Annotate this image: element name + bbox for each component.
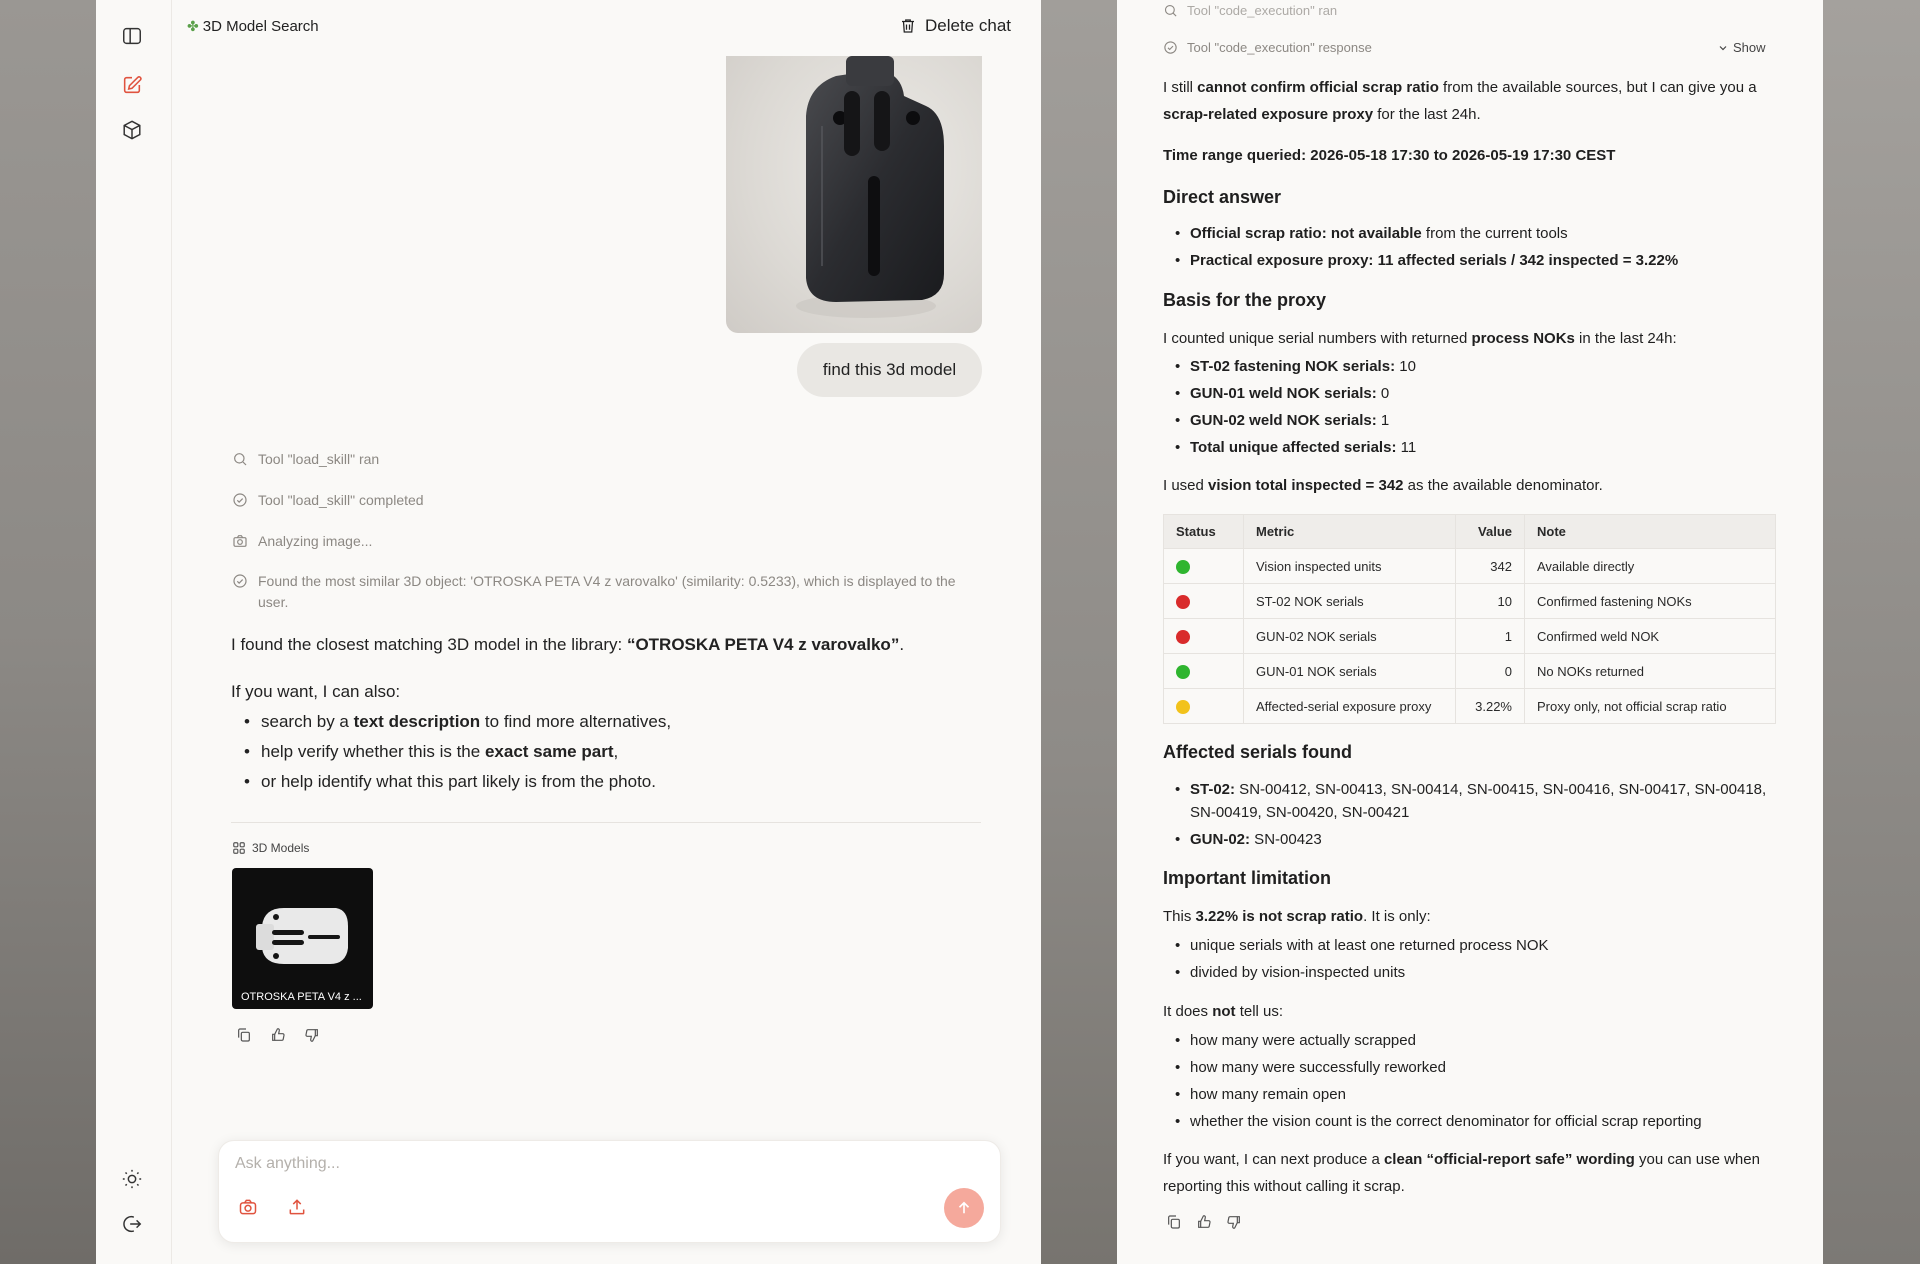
column-header: Note — [1525, 515, 1776, 549]
thumbs-up-icon — [1196, 1214, 1212, 1230]
note-cell: Confirmed fastening NOKs — [1525, 584, 1776, 619]
model-render-thumbnail — [232, 868, 373, 1009]
note-cell: Confirmed weld NOK — [1525, 619, 1776, 654]
text: It does — [1163, 1003, 1213, 1020]
models-section-label: 3D Models — [252, 841, 310, 855]
value-cell: 342 — [1456, 549, 1525, 584]
item-text: to find more alternatives, — [480, 712, 672, 731]
table-row — [1164, 584, 1776, 619]
not-tell-intro — [1163, 998, 1283, 1025]
chat-app-window — [96, 0, 1041, 1264]
file-upload-button[interactable] — [284, 1194, 310, 1220]
item-text: or help identify what this part likely is from the photo. — [261, 772, 656, 791]
check-circle-icon — [1163, 40, 1178, 55]
bold-text: GUN-01 weld NOK serials: — [1190, 385, 1377, 402]
bold-text: scrap-related exposure proxy — [1163, 106, 1374, 123]
background-right — [1823, 0, 1920, 1264]
tool-status-row — [232, 571, 982, 613]
list-item — [1163, 382, 1416, 405]
assistant-offer-line: If you want, I can also: — [231, 682, 401, 701]
value-cell: 10 — [1456, 584, 1525, 619]
response-panel — [1117, 0, 1823, 1264]
list-item — [1163, 409, 1416, 432]
theme-toggle-button[interactable] — [116, 1163, 148, 1195]
list-item — [1163, 778, 1803, 824]
status-cell — [1164, 549, 1244, 584]
status-dot — [1176, 560, 1190, 574]
cube-icon — [121, 119, 143, 141]
column-header: Metric — [1244, 515, 1456, 549]
bold-text: GUN-02 weld NOK serials: — [1190, 412, 1377, 429]
new-chat-icon — [121, 74, 143, 96]
bold-text: GUN-02: — [1190, 831, 1251, 848]
tool-status-text: Tool "code_execution" ran — [1187, 3, 1338, 18]
intro-paragraph — [1163, 74, 1783, 128]
assistant-options-list — [231, 712, 671, 802]
tool-status-row — [232, 490, 424, 511]
list-item — [1163, 249, 1678, 272]
tool-status-row — [1163, 40, 1372, 55]
bold-text: Total unique affected serials: — [1190, 439, 1397, 456]
direct-answer-list — [1163, 222, 1678, 276]
text: I counted unique serial numbers with returned — [1163, 330, 1472, 347]
copy-icon — [1166, 1214, 1182, 1230]
limitation-intro — [1163, 903, 1431, 930]
basis-list — [1163, 355, 1416, 463]
value-cell: 3.22% — [1456, 689, 1525, 724]
status-dot — [1176, 595, 1190, 609]
item-text: , — [613, 742, 619, 761]
model-card-caption: OTROSKA PETA V4 z ... — [241, 991, 362, 1003]
list-item: • divided by vision-inspected units — [1163, 961, 1549, 984]
not-tell-list — [1163, 1029, 1702, 1137]
bold-text: cannot confirm official scrap ratio — [1197, 79, 1439, 96]
bold-text: Practical exposure proxy: 11 affected serials / 342 inspected = 3.22% — [1190, 252, 1679, 269]
list-item — [231, 772, 671, 802]
background-left — [0, 0, 96, 1264]
section-heading: Basis for the proxy — [1163, 290, 1327, 310]
bold-text: Official scrap ratio: not available — [1190, 225, 1422, 242]
text: SN-00419, SN-00420, SN-00421 — [1190, 804, 1410, 821]
metrics-table — [1163, 514, 1776, 724]
send-button[interactable] — [944, 1188, 984, 1228]
camera-icon — [232, 533, 248, 549]
note-cell: No NOKs returned — [1525, 654, 1776, 689]
trash-icon — [899, 17, 917, 35]
tool-status-row — [232, 449, 379, 470]
text: 10 — [1395, 358, 1416, 375]
logout-icon — [121, 1213, 143, 1235]
affected-serials-list — [1163, 778, 1803, 855]
table-row — [1164, 654, 1776, 689]
upload-icon — [287, 1197, 307, 1217]
message-composer — [218, 1140, 1001, 1243]
section-heading: Important limitation — [1163, 868, 1331, 888]
app-title-text: 3D Model Search — [202, 18, 319, 35]
tool-status-text: Tool "code_execution" response — [1187, 40, 1372, 55]
text: I used — [1163, 477, 1209, 494]
uploaded-photo[interactable] — [726, 56, 982, 333]
text: from the available sources, but I can give you a — [1438, 79, 1757, 96]
chevron-down-icon — [1717, 42, 1729, 54]
list-item — [231, 742, 671, 772]
models-section-header — [232, 841, 309, 855]
text: reporting this without calling it scrap. — [1163, 1178, 1405, 1195]
user-message-bubble — [797, 343, 982, 397]
note-cell: Proxy only, not official scrap ratio — [1525, 689, 1776, 724]
item-bold: exact same part — [484, 742, 614, 761]
icon-rail — [96, 0, 172, 1264]
tool-status-text: Tool "load_skill" completed — [258, 492, 424, 508]
copy-icon — [236, 1027, 252, 1043]
delete-chat-label: Delete chat — [925, 16, 1011, 35]
list-item — [231, 712, 671, 742]
limitation-list — [1163, 934, 1549, 988]
text: 11 — [1396, 439, 1417, 456]
tool-status-row — [1163, 3, 1337, 18]
metric-cell: Vision inspected units — [1244, 549, 1456, 584]
list-item — [1163, 436, 1416, 459]
divider — [231, 822, 981, 823]
text: SN-00423 — [1250, 831, 1322, 848]
thumbs-down-icon — [304, 1027, 320, 1043]
check-circle-icon — [232, 492, 248, 508]
denominator-line — [1163, 472, 1603, 499]
basis-intro — [1163, 325, 1677, 352]
status-cell — [1164, 584, 1244, 619]
text: If you want, I can next produce a — [1163, 1151, 1384, 1168]
sidebar-toggle-icon — [121, 25, 143, 47]
list-item — [1163, 355, 1416, 378]
search-icon — [1163, 3, 1178, 18]
background-gap — [1041, 0, 1117, 1264]
logout-button[interactable] — [116, 1208, 148, 1240]
search-icon — [232, 451, 248, 467]
list-item: • how many were successfully reworked — [1163, 1056, 1702, 1079]
column-header: Status — [1164, 515, 1244, 549]
sidebar-toggle-button[interactable] — [116, 20, 148, 52]
bold-text: process NOKs — [1471, 330, 1575, 347]
section-heading: Affected serials found — [1163, 742, 1353, 762]
text: I still — [1163, 79, 1198, 96]
item-bold: text description — [353, 712, 481, 731]
status-dot — [1176, 630, 1190, 644]
text: tell us: — [1235, 1003, 1284, 1020]
bold-text: ST-02 fastening NOK serials: — [1190, 358, 1396, 375]
text: in the last 24h: — [1574, 330, 1677, 347]
part-photo-illustration — [726, 56, 982, 333]
answer-text: I found the closest matching 3D model in the library: — [231, 635, 627, 654]
bold-text: 3.22% is not scrap ratio — [1195, 908, 1364, 925]
bold-text: clean “official-report safe” wording — [1383, 1151, 1635, 1168]
metric-cell: Affected-serial exposure proxy — [1244, 689, 1456, 724]
tool-status-row — [232, 531, 372, 552]
grid-icon — [232, 841, 246, 855]
text: 1 — [1376, 412, 1390, 429]
camera-icon — [238, 1197, 258, 1217]
section-heading: Direct answer — [1163, 187, 1282, 207]
model-result-card[interactable] — [232, 868, 373, 1009]
status-cell — [1164, 654, 1244, 689]
status-dot — [1176, 665, 1190, 679]
tool-status-text: Tool "load_skill" ran — [258, 451, 380, 467]
new-chat-button[interactable] — [116, 69, 148, 101]
delete-chat-button[interactable] — [899, 16, 1011, 36]
column-header: Value — [1456, 515, 1525, 549]
status-cell — [1164, 619, 1244, 654]
sun-icon — [121, 1168, 143, 1190]
status-dot — [1176, 700, 1190, 714]
leaf-icon: ✤ — [187, 18, 199, 34]
table-row — [1164, 689, 1776, 724]
thumbs-down-button[interactable] — [1223, 1211, 1245, 1233]
list-item — [1163, 828, 1803, 851]
table-header-row — [1164, 515, 1776, 549]
bold-text: not — [1212, 1003, 1236, 1020]
check-circle-icon — [232, 573, 248, 589]
thumbs-up-icon — [270, 1027, 286, 1043]
answer-punct: . — [899, 635, 905, 654]
thumbs-down-button[interactable] — [301, 1024, 323, 1046]
list-item: • whether the vision count is the correct denominator for official scrap reporting — [1163, 1110, 1702, 1133]
closing-paragraph — [1163, 1146, 1803, 1200]
value-cell: 1 — [1456, 619, 1525, 654]
text: you can use when — [1634, 1151, 1760, 1168]
tool-status-text: Analyzing image... — [258, 533, 373, 549]
table-row — [1164, 619, 1776, 654]
copy-button[interactable] — [1163, 1211, 1185, 1233]
note-cell: Available directly — [1525, 549, 1776, 584]
assistant-answer-line — [231, 635, 904, 655]
text: for the last 24h. — [1373, 106, 1481, 123]
text: as the available denominator. — [1403, 477, 1603, 494]
thumbs-up-button[interactable] — [267, 1024, 289, 1046]
metric-cell: GUN-02 NOK serials — [1244, 619, 1456, 654]
bold-text: ST-02: — [1190, 781, 1236, 798]
models-nav-button[interactable] — [116, 114, 148, 146]
arrow-up-icon — [955, 1199, 973, 1217]
status-cell — [1164, 689, 1244, 724]
show-details-button[interactable] — [1717, 40, 1766, 55]
list-item: • how many were actually scrapped — [1163, 1029, 1702, 1052]
copy-button[interactable] — [233, 1024, 255, 1046]
camera-upload-button[interactable] — [235, 1194, 261, 1220]
table-row — [1164, 549, 1776, 584]
value-cell: 0 — [1456, 654, 1525, 689]
time-range-line: Time range queried: 2026-05-18 17:30 to 2026-05-19 17:30 CEST — [1163, 147, 1616, 164]
text: SN-00412, SN-00413, SN-00414, SN-00415, SN-00416, SN-00417, SN-00418, — [1235, 781, 1767, 798]
metric-cell: ST-02 NOK serials — [1244, 584, 1456, 619]
user-message-text: find this 3d model — [822, 360, 957, 379]
thumbs-down-icon — [1226, 1214, 1242, 1230]
item-text: help verify whether this is the — [261, 742, 485, 761]
list-item — [1163, 222, 1678, 245]
text: . It is only: — [1363, 908, 1431, 925]
metric-cell: GUN-01 NOK serials — [1244, 654, 1456, 689]
show-label: Show — [1733, 40, 1766, 55]
text: from the current tools — [1421, 225, 1568, 242]
thumbs-up-button[interactable] — [1193, 1211, 1215, 1233]
list-item: • how many remain open — [1163, 1083, 1702, 1106]
app-title — [187, 18, 319, 35]
bold-text: vision total inspected = 342 — [1208, 477, 1404, 494]
list-item: • unique serials with at least one returned process NOK — [1163, 934, 1549, 957]
model-name-text: “OTROSKA PETA V4 z varovalko” — [626, 635, 900, 654]
tool-status-text: Found the most similar 3D object: 'OTROSKA PETA V4 z varovalko' (similarity: 0.5233), which is displayed to the user. — [258, 573, 956, 610]
item-text: search by a — [261, 712, 354, 731]
text: This — [1163, 908, 1196, 925]
text: 0 — [1376, 385, 1390, 402]
message-input[interactable] — [235, 1155, 835, 1173]
